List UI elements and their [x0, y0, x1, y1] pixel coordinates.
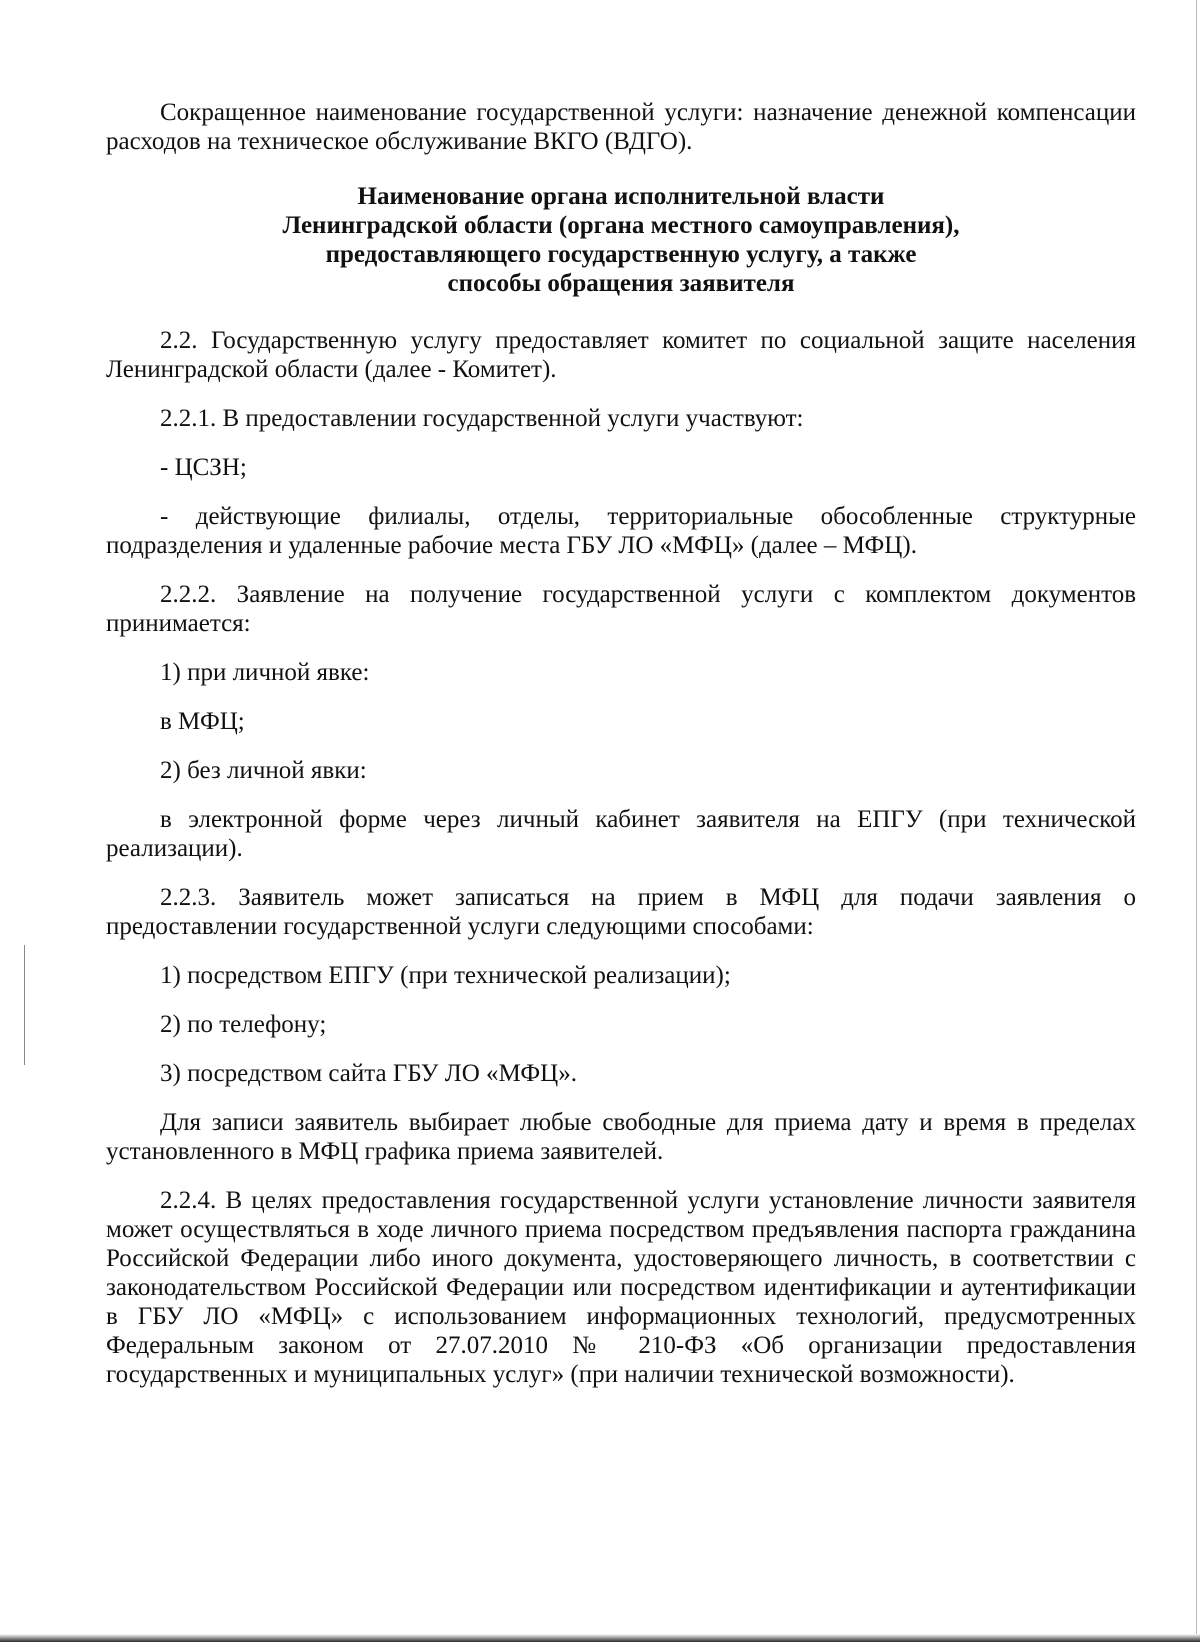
paragraph: 2.2.4. В целях предоставления государственной услуги установление личности заявителя может осуществляться в ходе личного приема посредством предъявления паспорта гражданина Российской Федерации либо иного документа, удостоверяющего личность, в соответствии с законодательством Российской Федерации или посредством идентификации и аутентификации в ГБУ ЛО «МФЦ» с использованием информационных технологий, предусмотренных Федеральным законом от 27.07.2010 № 210-ФЗ «Об организации предоставления государственных и муниципальных услуг» (при наличии технической возможности). [106, 1187, 1136, 1388]
document-page [106, 98, 1136, 1409]
heading-line: Ленинградской области (органа местного самоуправления), [282, 212, 960, 239]
paragraph: - ЦСЗН; [160, 454, 247, 481]
paragraph: 1) посредством ЕПГУ (при технической реализации); [160, 962, 731, 989]
paragraph: 2.2.1. В предоставлении государственной услуги участвуют: [160, 405, 804, 432]
paragraph: - действующие филиалы, отделы, территориальные обособленные структурные подразделения и удаленные рабочие места ГБУ ЛО «МФЦ» (далее – МФЦ). [106, 503, 1136, 559]
paragraph: 2.2. Государственную услугу предоставляет комитет по социальной защите населения Ленинградской области (далее - Комитет). [106, 327, 1136, 383]
scan-artifact-line [24, 945, 25, 1065]
scan-bottom-edge [0, 1634, 1200, 1642]
paragraph: 2) без личной явки: [160, 757, 367, 784]
scan-artifact-line [1196, 0, 1197, 1642]
heading-line: способы обращения заявителя [447, 270, 795, 297]
intro-paragraph: Сокращенное наименование государственной услуги: назначение денежной компенсации расходов на техническое обслуживание ВКГО (ВДГО). [106, 99, 1136, 155]
paragraph: в электронной форме через личный кабинет заявителя на ЕПГУ (при технической реализации). [106, 806, 1136, 862]
heading-line: предоставляющего государственную услугу, а также [325, 241, 917, 268]
paragraph: 2.2.2. Заявление на получение государственной услуги с комплектом документов принимается: [106, 581, 1136, 637]
section-heading [106, 182, 1136, 298]
paragraph: Для записи заявитель выбирает любые свободные для приема дату и время в пределах установленного в МФЦ графика приема заявителей. [106, 1109, 1136, 1165]
paragraph: 2) по телефону; [160, 1011, 327, 1038]
heading-line: Наименование органа исполнительной власти [357, 183, 885, 210]
paragraph: 2.2.3. Заявитель может записаться на прием в МФЦ для подачи заявления о предоставлении государственной услуги следующими способами: [106, 884, 1136, 940]
paragraph: в МФЦ; [160, 708, 245, 735]
paragraph: 3) посредством сайта ГБУ ЛО «МФЦ». [160, 1060, 577, 1087]
paragraph: 1) при личной явке: [160, 659, 370, 686]
